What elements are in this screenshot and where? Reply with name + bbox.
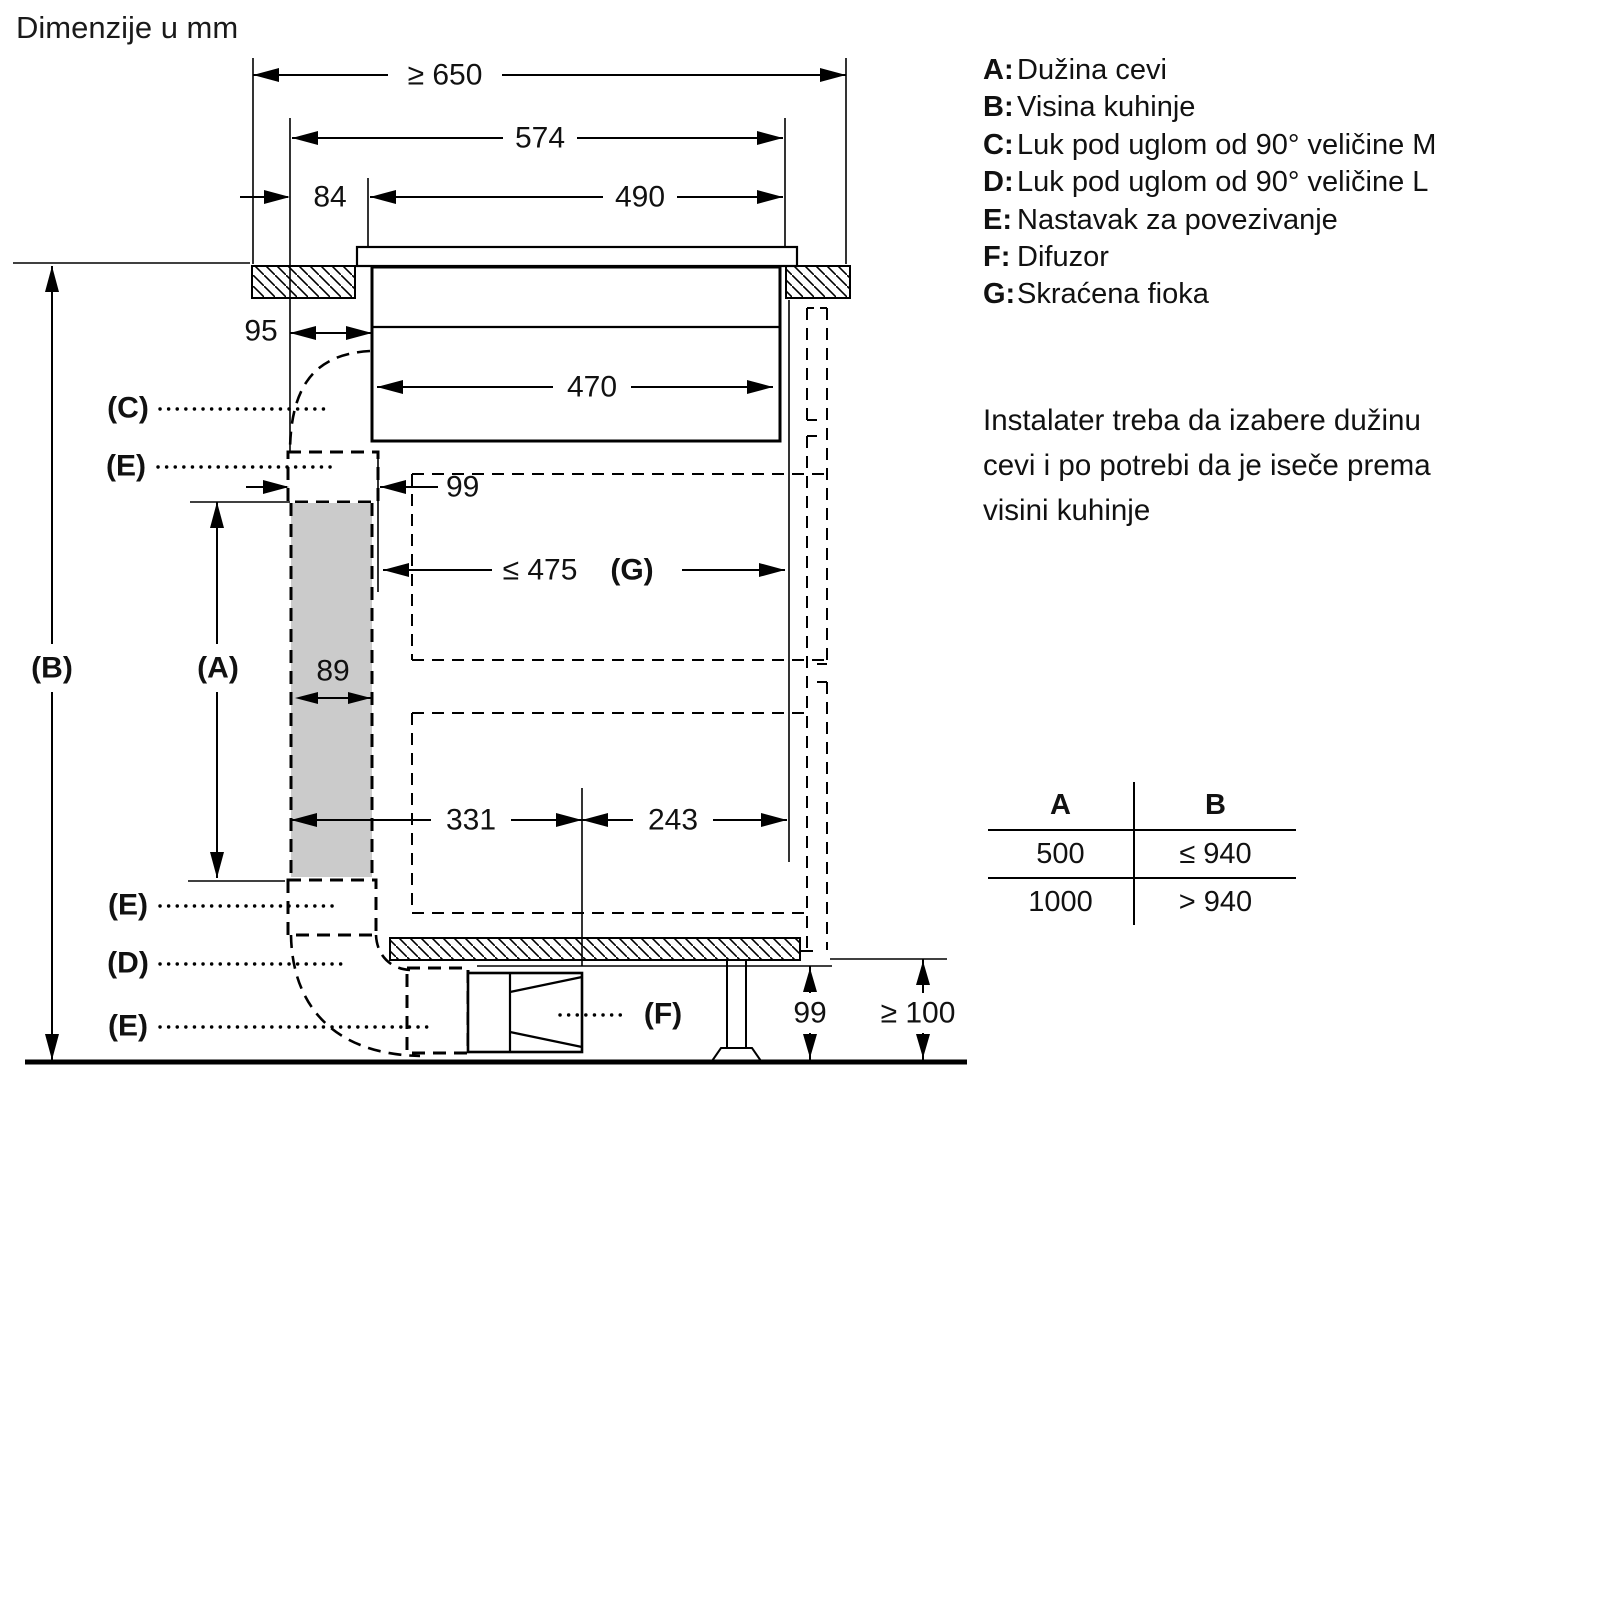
legend-item-d: D: Luk pod uglom od 90° veličine L bbox=[983, 166, 1429, 199]
dim-back-depth bbox=[582, 802, 787, 837]
dim-plinth-height bbox=[785, 966, 835, 1060]
svg-text:≥ 650: ≥ 650 bbox=[407, 58, 483, 92]
table-cell: 500 bbox=[988, 829, 1135, 877]
dim-pipe-length bbox=[185, 502, 249, 878]
pipe-length-table bbox=[988, 782, 1296, 925]
label-c: (C) bbox=[107, 391, 149, 425]
svg-text:95: 95 bbox=[244, 314, 278, 348]
svg-text:99: 99 bbox=[446, 470, 480, 504]
legend-item-a: A: Dužina cevi bbox=[983, 54, 1167, 86]
label-g: (G) bbox=[610, 553, 654, 587]
hob-glass-panel bbox=[357, 247, 797, 266]
legend-item-c: C: Luk pod uglom od 90° veličine M bbox=[983, 128, 1437, 161]
svg-text:470: 470 bbox=[566, 370, 618, 404]
rear-duct-channel bbox=[807, 308, 827, 950]
svg-text:574: 574 bbox=[514, 121, 566, 155]
dim-min-niche-width bbox=[253, 57, 846, 92]
worktop-right-section bbox=[786, 266, 850, 298]
legend-item-g: G: Skraćena fioka bbox=[983, 278, 1209, 311]
table-cell: > 940 bbox=[1135, 877, 1296, 925]
svg-text:331: 331 bbox=[445, 803, 497, 837]
table-header-b: B bbox=[1205, 789, 1226, 821]
svg-text:99: 99 bbox=[793, 996, 827, 1030]
dim-side-gap bbox=[244, 315, 372, 348]
dim-kitchen-height bbox=[20, 266, 84, 1060]
svg-text:≥ 100: ≥ 100 bbox=[880, 996, 956, 1030]
svg-text:490: 490 bbox=[614, 180, 666, 214]
table-cell: ≤ 940 bbox=[1135, 829, 1296, 877]
duct-joint-marks bbox=[800, 308, 827, 951]
bend-c-arc bbox=[290, 351, 370, 450]
cabinet-bottom-shelf bbox=[390, 938, 800, 960]
dim-left-offset bbox=[240, 181, 347, 214]
cabinet-leg bbox=[712, 960, 761, 1061]
diffuser bbox=[468, 973, 582, 1052]
worktop-left-section bbox=[252, 266, 355, 298]
dim-floor-clearance bbox=[863, 959, 973, 1060]
label-b: (B) bbox=[31, 651, 73, 685]
legend-item-e: E: Nastavak za povezivanje bbox=[983, 203, 1338, 236]
label-e-upper: (E) bbox=[106, 449, 146, 483]
table-cell: 1000 bbox=[988, 877, 1135, 925]
svg-text:243: 243 bbox=[647, 803, 699, 837]
hob-body bbox=[372, 267, 780, 441]
dim-shortened-drawer bbox=[383, 552, 785, 588]
svg-text:≤ 475: ≤ 475 bbox=[502, 553, 578, 587]
svg-text:84: 84 bbox=[313, 180, 347, 214]
label-a: (A) bbox=[197, 651, 239, 685]
connector-e-upper bbox=[288, 452, 378, 502]
installer-note: Instalater treba da izabere dužinu cevi i po potrebi da je iseče prema visini kuhinje bbox=[983, 404, 1431, 527]
svg-text:89: 89 bbox=[316, 654, 350, 688]
label-f: (F) bbox=[643, 997, 683, 1031]
legend-item-f: F: Difuzor bbox=[983, 241, 1109, 274]
label-e-lower: (E) bbox=[108, 1009, 148, 1043]
table-header-a: A bbox=[988, 782, 1135, 829]
legend bbox=[983, 52, 1436, 314]
legend-item-b: B: Visina kuhinje bbox=[983, 91, 1196, 124]
connector-e-lower bbox=[407, 968, 468, 1053]
label-d: (D) bbox=[107, 946, 149, 980]
page-title: Dimenzije u mm bbox=[16, 10, 239, 45]
label-e-middle: (E) bbox=[108, 888, 148, 922]
dim-connector-width bbox=[246, 471, 479, 504]
dim-appliance-width bbox=[292, 120, 783, 155]
dim-cutout-width bbox=[370, 179, 783, 214]
